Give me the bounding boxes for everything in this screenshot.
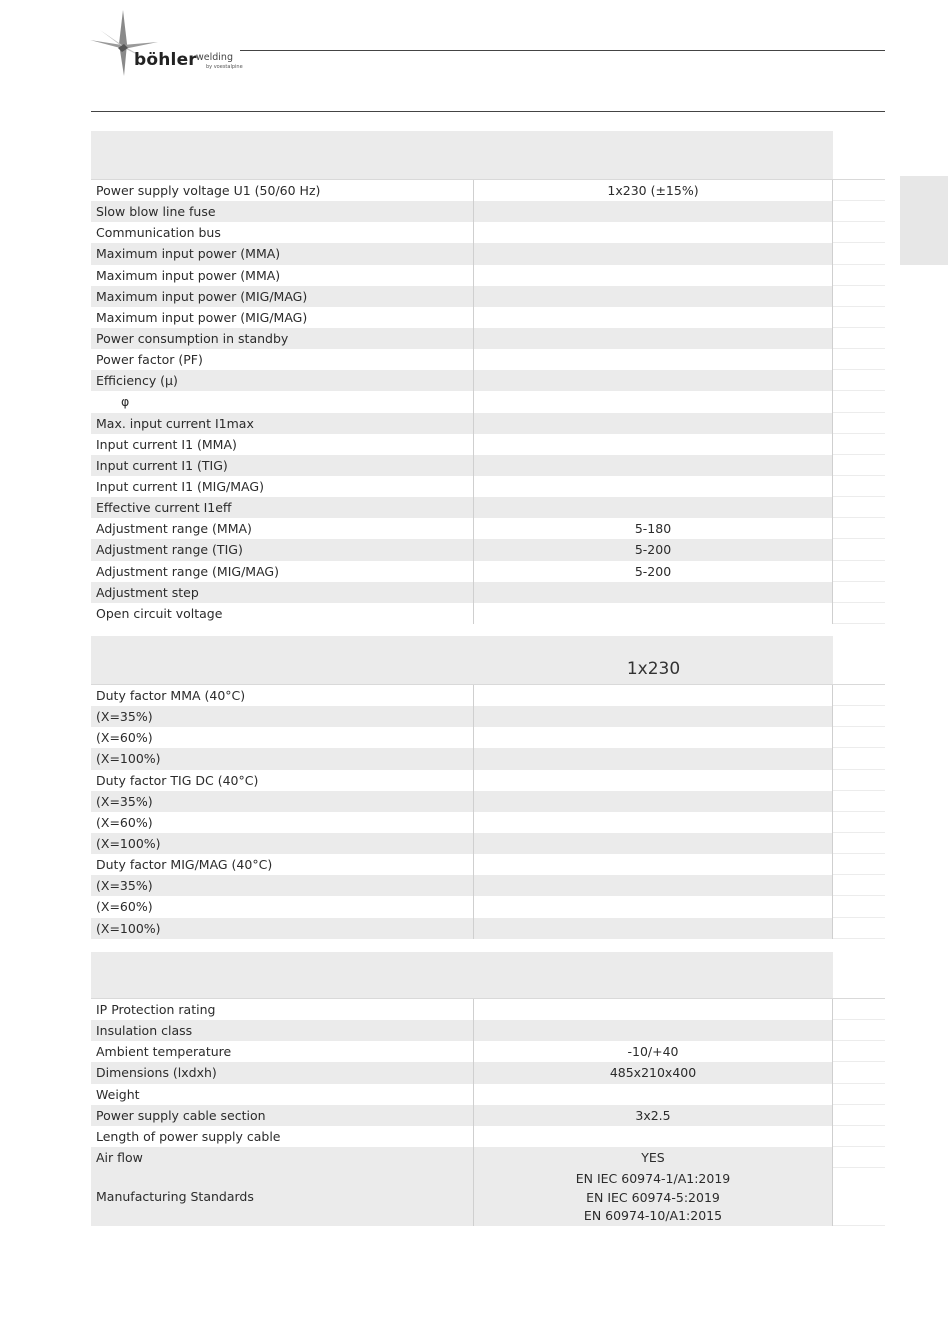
row-label: Efficiency (μ) [96,373,178,389]
row-label: Duty factor MIG/MAG (40°C) [96,857,273,873]
table-row [91,875,885,896]
row-label: Maximum input power (MIG/MAG) [96,309,308,325]
header-rule [240,50,885,51]
brand-sub2: by voestalpine [206,64,243,70]
table-row [91,918,885,939]
row-label: Duty factor TIG DC (40°C) [96,772,259,788]
standard-1: EN IEC 60974-1/A1:2019 [575,1171,731,1187]
row-label: (X=60%) [96,814,153,830]
table-row [91,706,885,727]
row-label: Power supply cable section [96,1107,266,1123]
row-label: Manufacturing Standards [96,1189,254,1205]
table-row [91,497,885,518]
standard-3: EN 60974-10/A1:2015 [583,1208,723,1224]
row-value [474,1170,832,1226]
header-value: 1x230 [626,659,681,679]
row-label: (X=100%) [96,920,161,936]
row-label: Weight [96,1086,140,1102]
row-label: (X=100%) [96,835,161,851]
row-label: Input current I1 (MIG/MAG) [96,478,264,494]
row-label: Maximum input power (MIG/MAG) [96,288,308,304]
section-header [91,952,885,999]
table-row [91,854,885,875]
table-row [91,582,885,603]
table-row [91,603,885,624]
row-label: Maximum input power (MMA) [96,267,281,283]
row-label: Slow blow line fuse [96,204,216,220]
row-label: Air flow [96,1149,143,1165]
row-label: Input current I1 (MMA) [96,436,237,452]
row-label: Adjustment range (TIG) [96,542,243,558]
row-value: 485x210x400 [609,1065,697,1081]
table-row [91,1126,885,1147]
row-label: φ [121,394,130,410]
table-row [91,1084,885,1105]
table-row [91,413,885,434]
table-row [91,539,885,560]
row-label: Max. input current I1max [96,415,254,431]
table-row [91,791,885,812]
row-value: -10/+40 [627,1044,679,1060]
standard-2: EN IEC 60974-5:2019 [586,1189,720,1205]
side-tab [900,176,948,265]
divider-rule [91,111,885,112]
table-row [91,518,885,539]
table-row [91,265,885,286]
table-row [91,222,885,243]
row-label: (X=100%) [96,751,161,767]
row-label: Ambient temperature [96,1044,232,1060]
table-row [91,455,885,476]
bohler-welding-logo [88,8,248,80]
brand-sub: welding [196,52,233,63]
row-value: 3x2.5 [635,1107,671,1123]
table-row [91,1147,885,1168]
row-label: Power supply voltage U1 (50/60 Hz) [96,183,321,198]
row-label: Power factor (PF) [96,352,203,368]
duty-factor-table [91,636,885,939]
row-label: Adjustment range (MMA) [96,521,252,537]
row-label: Length of power supply cable [96,1128,281,1144]
table-row [91,812,885,833]
row-value: YES [641,1149,665,1165]
table-row [91,770,885,791]
table-row [91,349,885,370]
table-row [91,328,885,349]
table-row [91,833,885,854]
row-label: (X=60%) [96,899,153,915]
row-label: (X=60%) [96,730,153,746]
table-row [91,727,885,748]
row-label: Open circuit voltage [96,605,223,621]
table-row [91,243,885,264]
table-row [91,476,885,497]
row-label: Dimensions (lxdxh) [96,1065,217,1081]
table-row [91,201,885,222]
table-row [91,307,885,328]
table-row [91,1062,885,1083]
table-row [91,1105,885,1126]
row-label: Insulation class [96,1023,193,1039]
row-label: Maximum input power (MMA) [96,246,281,262]
row-label: Power consumption in standby [96,330,289,346]
section-header [91,131,885,180]
table-row [91,1020,885,1041]
row-value: 1x230 (±15%) [607,183,699,198]
row-label: Duty factor MMA (40°C) [96,688,246,703]
table-row [91,685,885,706]
table-row [91,370,885,391]
table-row [91,1168,885,1226]
table-row [91,896,885,917]
section-header [91,636,885,685]
row-label: Adjustment range (MIG/MAG) [96,563,279,579]
general-data-table [91,952,885,1226]
table-row [91,748,885,769]
row-label: (X=35%) [96,878,153,894]
table-row [91,1041,885,1062]
table-row [91,999,885,1020]
electrical-data-table [91,131,885,624]
row-label: IP Protection rating [96,1002,216,1017]
table-row [91,180,885,201]
table-row [91,561,885,582]
brand-name: böhler [134,50,197,70]
table-row [91,434,885,455]
row-label: Communication bus [96,225,221,241]
row-value: 5-200 [634,563,672,579]
row-value: 5-200 [634,542,672,558]
table-row [91,391,885,412]
row-label: Adjustment step [96,584,199,600]
row-label: Input current I1 (TIG) [96,457,228,473]
row-label: Effective current I1eff [96,500,232,516]
table-row [91,286,885,307]
row-label: (X=35%) [96,709,153,725]
row-label: (X=35%) [96,793,153,809]
row-value: 5-180 [634,521,672,537]
